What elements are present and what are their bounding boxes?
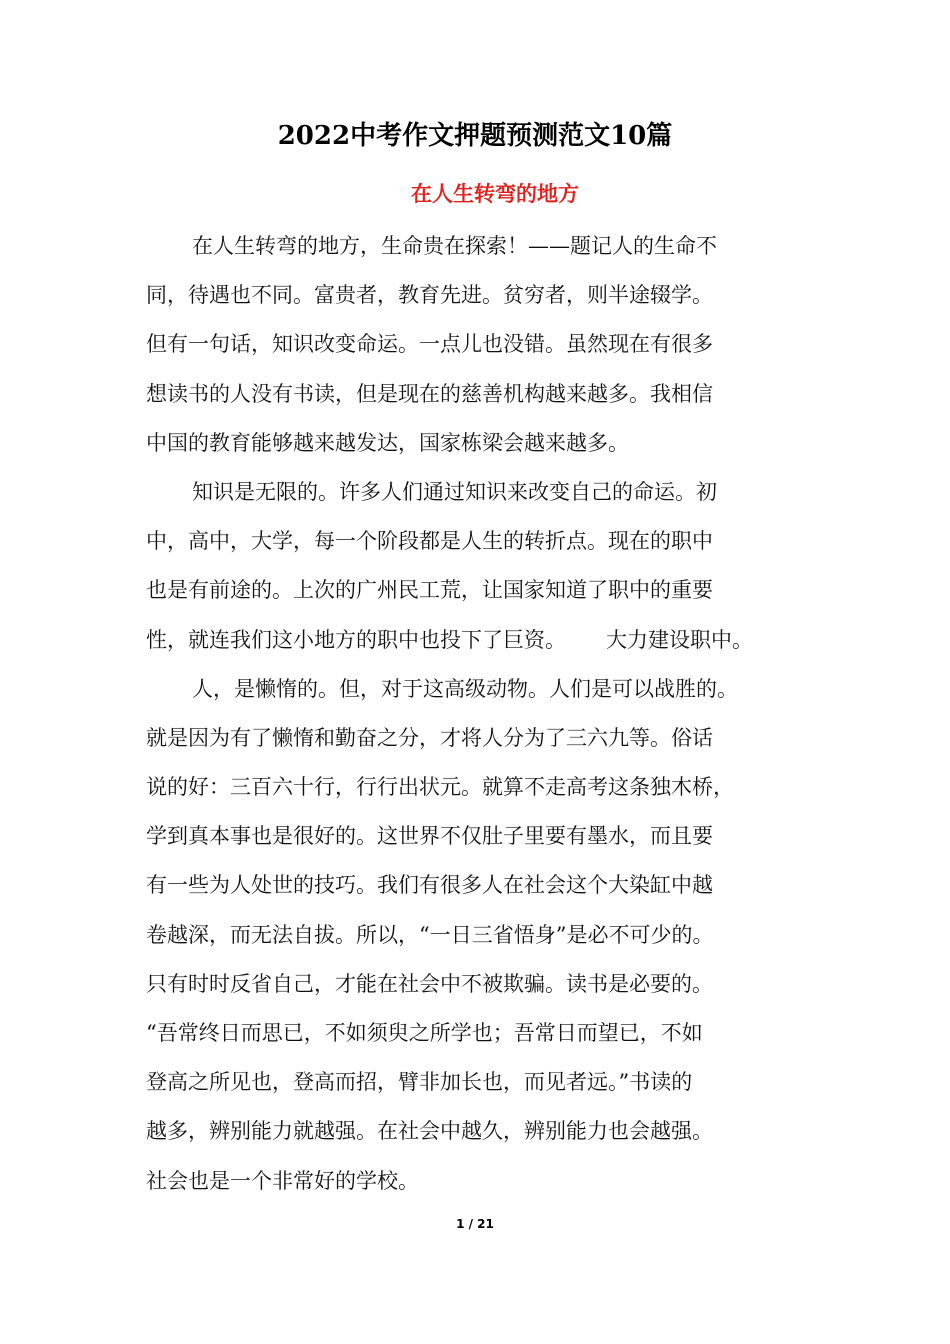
document-title: 2022中考作文押题预测范文10篇: [277, 121, 673, 151]
text-line: 中，高中，大学，每一个阶段都是人生的转折点。现在的职中: [146, 529, 713, 554]
page-number: 1 / 21: [456, 1217, 494, 1231]
text-line: 有一些为人处世的技巧。我们有很多人在社会这个大染缸中越: [146, 873, 713, 898]
essay-title: 在人生转弯的地方: [411, 181, 579, 206]
text-line: 只有时时反省自己，才能在社会中不被欺骗。读书是必要的。: [146, 971, 713, 996]
text-line: 社会也是一个非常好的学校。: [146, 1168, 419, 1193]
text-line: 在人生转弯的地方，生命贵在探索！——题记人的生命不: [192, 234, 717, 258]
text-line: 越多，辨别能力就越强。在社会中越久，辨别能力也会越强。: [146, 1119, 713, 1144]
text-line: 也是有前途的。上次的广州民工荒，让国家知道了职中的重要: [146, 578, 713, 603]
text-line: 学到真本事也是很好的。这世界不仅肚子里要有墨水，而且要: [146, 824, 713, 849]
text-line: 说的好：三百六十行，行行出状元。就算不走高考这条独木桥，: [146, 775, 734, 800]
text-line: 但有一句话，知识改变命运。一点儿也没错。虽然现在有很多: [146, 332, 713, 357]
text-line: 卷越深，而无法自拔。所以，“一日三省悟身”是必不可少的。: [146, 922, 714, 947]
text-line: 就是因为有了懒惰和勤奋之分，才将人分为了三六九等。俗话: [146, 725, 713, 750]
text-line: 同，待遇也不同。富贵者，教育先进。贫穷者，则半途辍学。: [146, 283, 713, 308]
essay-body: [146, 226, 806, 1210]
text-line: 登高之所见也，登高而招，臂非加长也，而见者远。”书读的: [146, 1070, 693, 1095]
text-line: 人，是懒惰的。但，对于这高级动物。人们是可以战胜的。: [192, 676, 738, 701]
text-line: 知识是无限的。许多人们通过知识来改变自己的命运。初: [192, 479, 717, 504]
text-line: 想读书的人没有书读，但是现在的慈善机构越来越多。我相信: [146, 381, 713, 406]
text-line: 性，就连我们这小地方的职中也投下了巨资。 大力建设职中。: [146, 627, 754, 652]
text-line: 中国的教育能够越来越发达，国家栋梁会越来越多。: [146, 430, 629, 455]
text-line: “吾常终日而思已，不如须臾之所学也；吾常日而望已，不如: [146, 1021, 703, 1045]
